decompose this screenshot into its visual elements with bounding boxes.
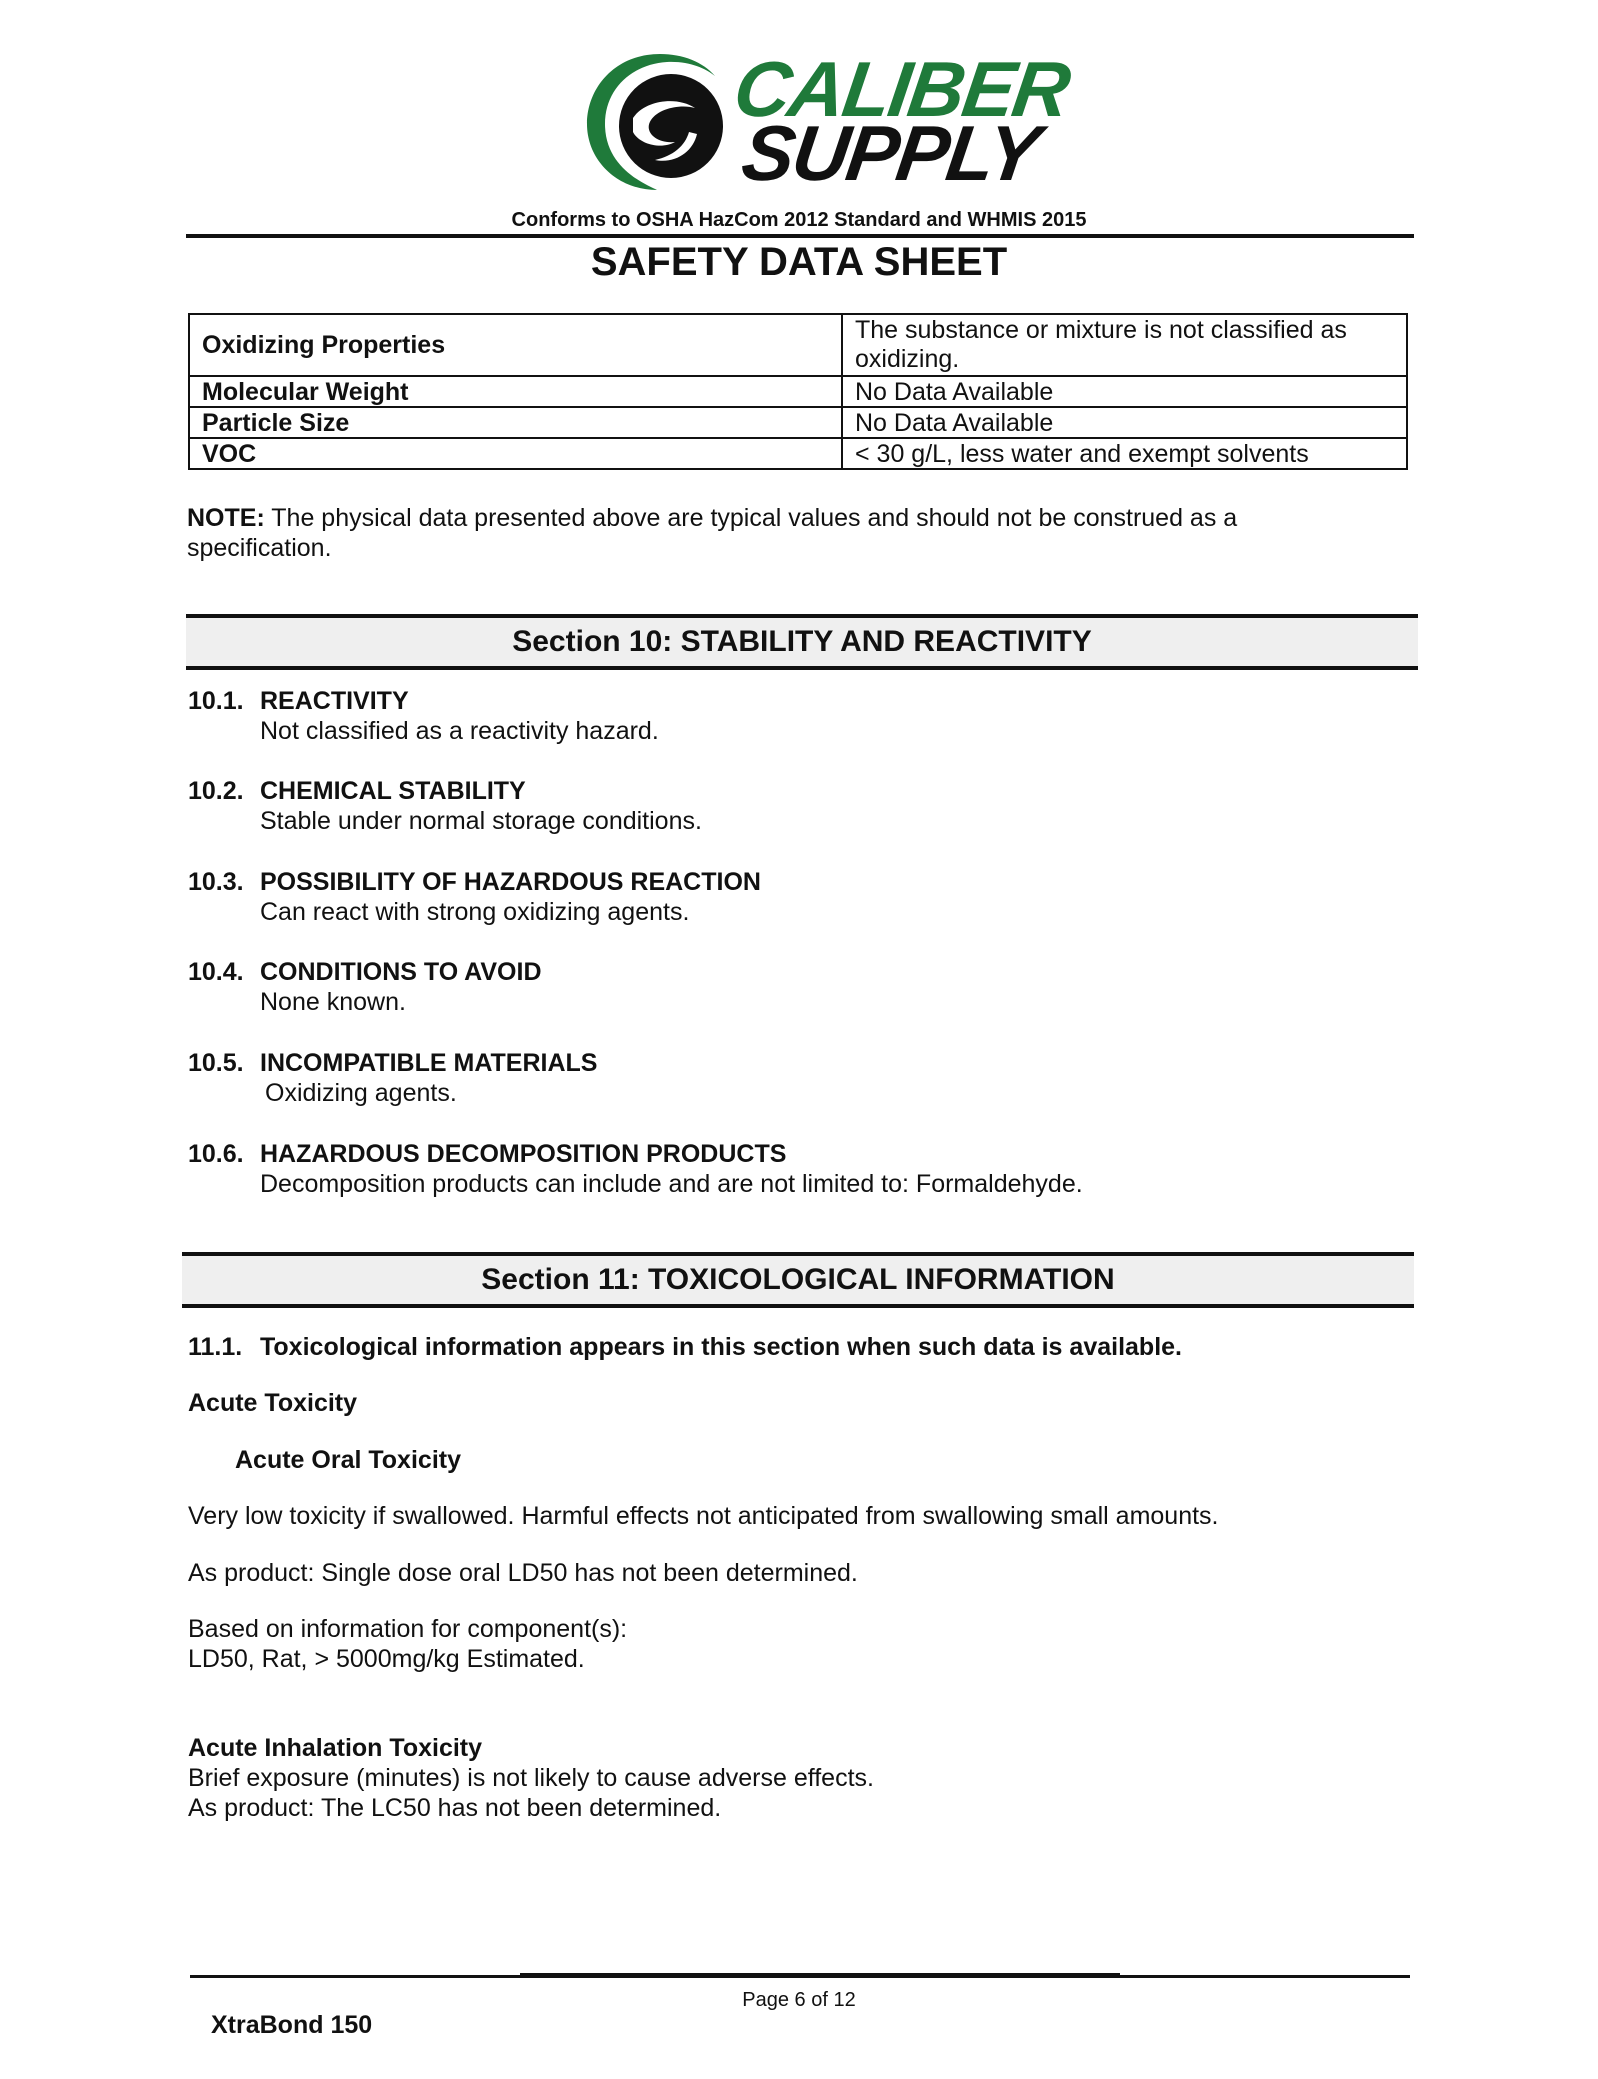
item-number: 10.3. [188, 868, 244, 896]
logo-word-caliber: CALIBER [728, 45, 1074, 133]
page-number: Page 6 of 12 [742, 1989, 856, 2011]
item-title: CONDITIONS TO AVOID [260, 958, 542, 986]
header-rule [186, 234, 1414, 238]
item-title: POSSIBILITY OF HAZARDOUS REACTION [260, 868, 761, 896]
item-number: 10.6. [188, 1140, 244, 1168]
item-title: INCOMPATIBLE MATERIALS [260, 1049, 598, 1077]
section-item [188, 957, 1388, 1017]
section-11-intro [188, 1332, 1388, 1362]
inhalation-paragraph-2: As product: The LC50 has not been determined. [188, 1794, 722, 1822]
section-item [188, 1139, 1388, 1199]
item-title: HAZARDOUS DECOMPOSITION PRODUCTS [260, 1140, 787, 1168]
item-description: Can react with strong oxidizing agents. [260, 898, 690, 926]
section-10-header: Section 10: STABILITY AND REACTIVITY [186, 614, 1418, 670]
item-description: Decomposition products can include and are not limited to: Formaldehyde. [260, 1170, 1083, 1198]
acute-oral-toxicity-heading: Acute Oral Toxicity [235, 1446, 461, 1474]
product-name: XtraBond 150 [211, 2011, 373, 2039]
footer-rule-thick [520, 1973, 1120, 1978]
note-text: The physical data presented above are typical values and should not be construed as a specification. [187, 504, 1238, 562]
item-number: 10.1. [188, 687, 244, 715]
property-label: Particle Size [189, 407, 842, 438]
item-number: 10.2. [188, 777, 244, 805]
intro-text: Toxicological information appears in this section when such data is available. [260, 1333, 1182, 1361]
oral-paragraph-1: Very low toxicity if swallowed. Harmful effects not anticipated from swallowing small amounts. [188, 1502, 1219, 1530]
oral-paragraph-2: As product: Single dose oral LD50 has not been determined. [188, 1559, 858, 1587]
logo-swirl-icon [585, 48, 735, 194]
oral-paragraph-3a: Based on information for component(s): [188, 1615, 628, 1643]
property-label: Molecular Weight [189, 376, 842, 407]
sheet-title: SAFETY DATA SHEET [590, 240, 1008, 284]
table-row [189, 438, 1407, 469]
table-row [189, 314, 1407, 376]
note-label: NOTE: [187, 504, 265, 532]
property-label: VOC [189, 438, 842, 469]
item-number: 11.1. [188, 1333, 243, 1361]
section-item [188, 776, 1388, 836]
item-title: CHEMICAL STABILITY [260, 777, 526, 805]
physical-data-note [187, 503, 1337, 563]
item-number: 10.5. [188, 1049, 244, 1077]
item-description: None known. [260, 988, 406, 1016]
section-item [188, 1048, 1388, 1108]
acute-toxicity-heading: Acute Toxicity [188, 1389, 358, 1417]
item-title: REACTIVITY [260, 687, 409, 715]
conformance-statement: Conforms to OSHA HazCom 2012 Standard and WHMIS 2015 [511, 209, 1087, 231]
item-description: Oxidizing agents. [265, 1079, 457, 1107]
oral-paragraph-3b: LD50, Rat, > 5000mg/kg Estimated. [188, 1645, 585, 1673]
section-11-header: Section 11: TOXICOLOGICAL INFORMATION [182, 1252, 1414, 1308]
table-row [189, 407, 1407, 438]
property-value: < 30 g/L, less water and exempt solvents [842, 438, 1407, 469]
property-value: No Data Available [842, 376, 1407, 407]
physical-properties-table [188, 313, 1408, 470]
property-value: No Data Available [842, 407, 1407, 438]
property-label: Oxidizing Properties [189, 314, 842, 376]
item-description: Stable under normal storage conditions. [260, 807, 702, 835]
item-number: 10.4. [188, 958, 244, 986]
table-row [189, 376, 1407, 407]
property-value: The substance or mixture is not classified as oxidizing. [842, 314, 1407, 376]
caliber-supply-logo [585, 45, 1074, 197]
inhalation-paragraph-1: Brief exposure (minutes) is not likely to cause adverse effects. [188, 1764, 874, 1792]
acute-inhalation-toxicity-heading: Acute Inhalation Toxicity [188, 1734, 483, 1762]
item-description: Not classified as a reactivity hazard. [260, 717, 659, 745]
section-item [188, 867, 1388, 927]
section-item [188, 686, 1388, 746]
logo-word-supply: SUPPLY [736, 109, 1044, 197]
